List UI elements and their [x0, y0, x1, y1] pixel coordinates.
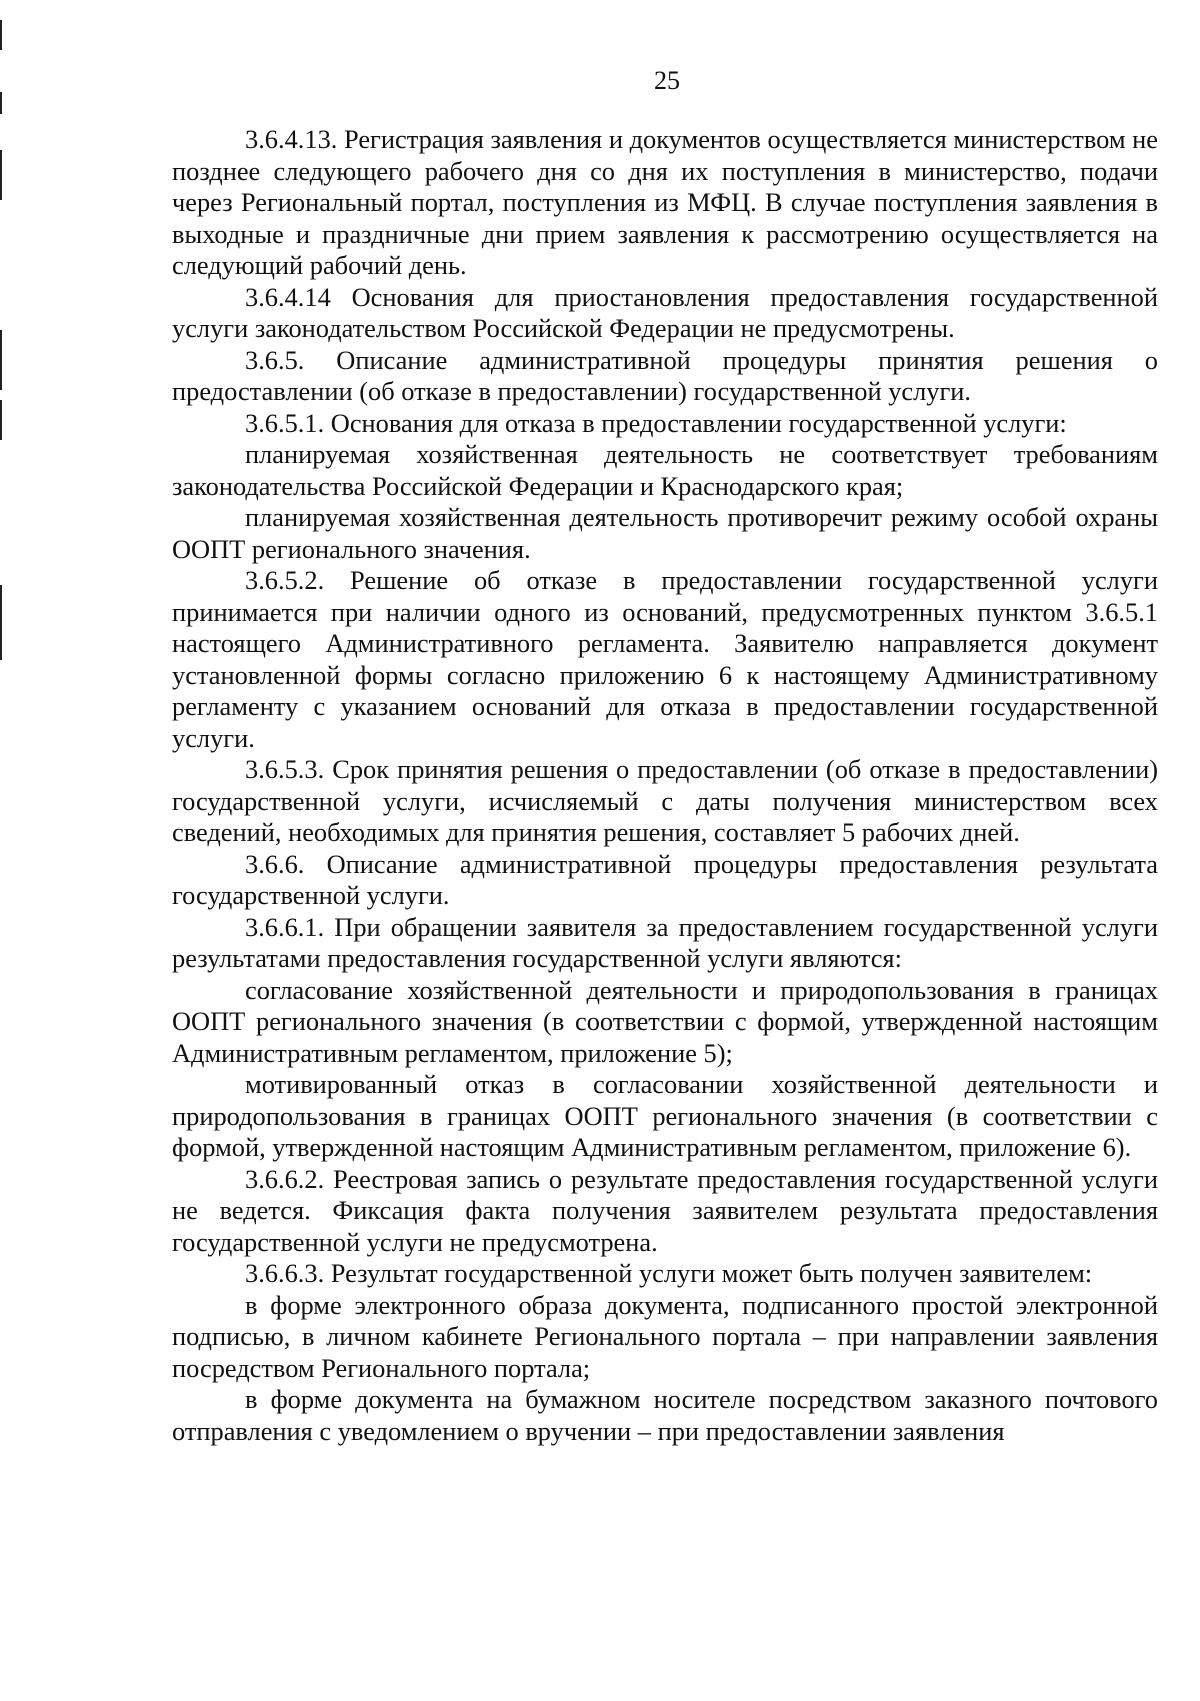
paragraph: 3.6.6.1. При обращении заявителя за предоставлением государственной услуги результатами предоставления государственной услуги являются: [172, 911, 1158, 973]
paragraph: планируемая хозяйственная деятельность не соответствует требованиям законодательства Российской Федерации и Краснодарского края; [172, 439, 1158, 501]
paragraph: 3.6.6.2. Реестровая запись о результате предоставления государственной услуги не ведется. Фиксация факта получения заявителем результата предоставления государственной услуги не предусмотрена. [172, 1163, 1158, 1257]
paragraph: 3.6.5.2. Решение об отказе в предоставлении государственной услуги принимается при наличии одного из оснований, предусмотренных пунктом 3.6.5.1 настоящего Административного регламента. Заявителю направляется документ установленной формы согласно приложению 6 к настоящему Административному регламенту с указанием оснований для отказа в предоставлении государственной услуги. [172, 565, 1158, 753]
paragraph: в форме электронного образа документа, подписанного простой электронной подписью, в личном кабинете Регионального портала – при направлении заявления посредством Регионального портала; [172, 1289, 1158, 1383]
paragraph: мотивированный отказ в согласовании хозяйственной деятельности и природопользования в границах ООПТ регионального значения (в соответствии с формой, утвержденной настоящим Административным регламентом, приложение 6). [172, 1069, 1158, 1162]
paragraph: 3.6.6.3. Результат государственной услуги может быть получен заявителем: [245, 1258, 1093, 1288]
scan-edge-mark [0, 400, 2, 440]
scan-edge-mark [0, 150, 2, 200]
paragraph: 3.6.5.3. Срок принятия решения о предоставлении (об отказе в предоставлении) государственной услуги, исчисляемый с даты получения министерством всех сведений, необходимых для принятия решения, составляет 5 рабочих дней. [172, 754, 1158, 847]
scan-edge-mark [0, 20, 2, 50]
paragraph: 3.6.6. Описание административной процедуры предоставления результата государственной услуги. [172, 848, 1158, 910]
paragraph: 3.6.4.14 Основания для приостановления предоставления государственной услуги законодательством Российской Федерации не предусмотрены. [172, 281, 1158, 343]
paragraph: 3.6.4.13. Регистрация заявления и документов осуществляется министерством не позднее следующего рабочего дня со дня их поступления в министерство, подачи через Региональный портал, поступления из МФЦ. В случае поступления заявления в выходные и праздничные дни прием заявления к рассмотрению осуществляется на следующий рабочий день. [172, 124, 1158, 280]
paragraph: в форме документа на бумажном носителе посредством заказного почтового отправления с уведомлением о вручении – при предоставлении заявления [172, 1384, 1158, 1446]
document-body [172, 124, 1158, 1447]
paragraph: согласование хозяйственной деятельности и природопользования в границах ООПТ регионального значения (в соответствии с формой, утвержденной настоящим Административным регламентом, приложение 5); [172, 974, 1158, 1068]
paragraph: 3.6.5.1. Основания для отказа в предоставлении государственной услуги: [245, 407, 1067, 438]
page-number: 25 [654, 66, 680, 95]
paragraph: 3.6.5. Описание административной процедуры принятия решения о предоставлении (об отказе в предоставлении) государственной услуги. [172, 344, 1158, 406]
paragraph: планируемая хозяйственная деятельность противоречит режиму особой охраны ООПТ регионального значения. [172, 502, 1158, 564]
scan-edge-mark [0, 330, 2, 390]
scan-edge-mark [0, 585, 2, 660]
